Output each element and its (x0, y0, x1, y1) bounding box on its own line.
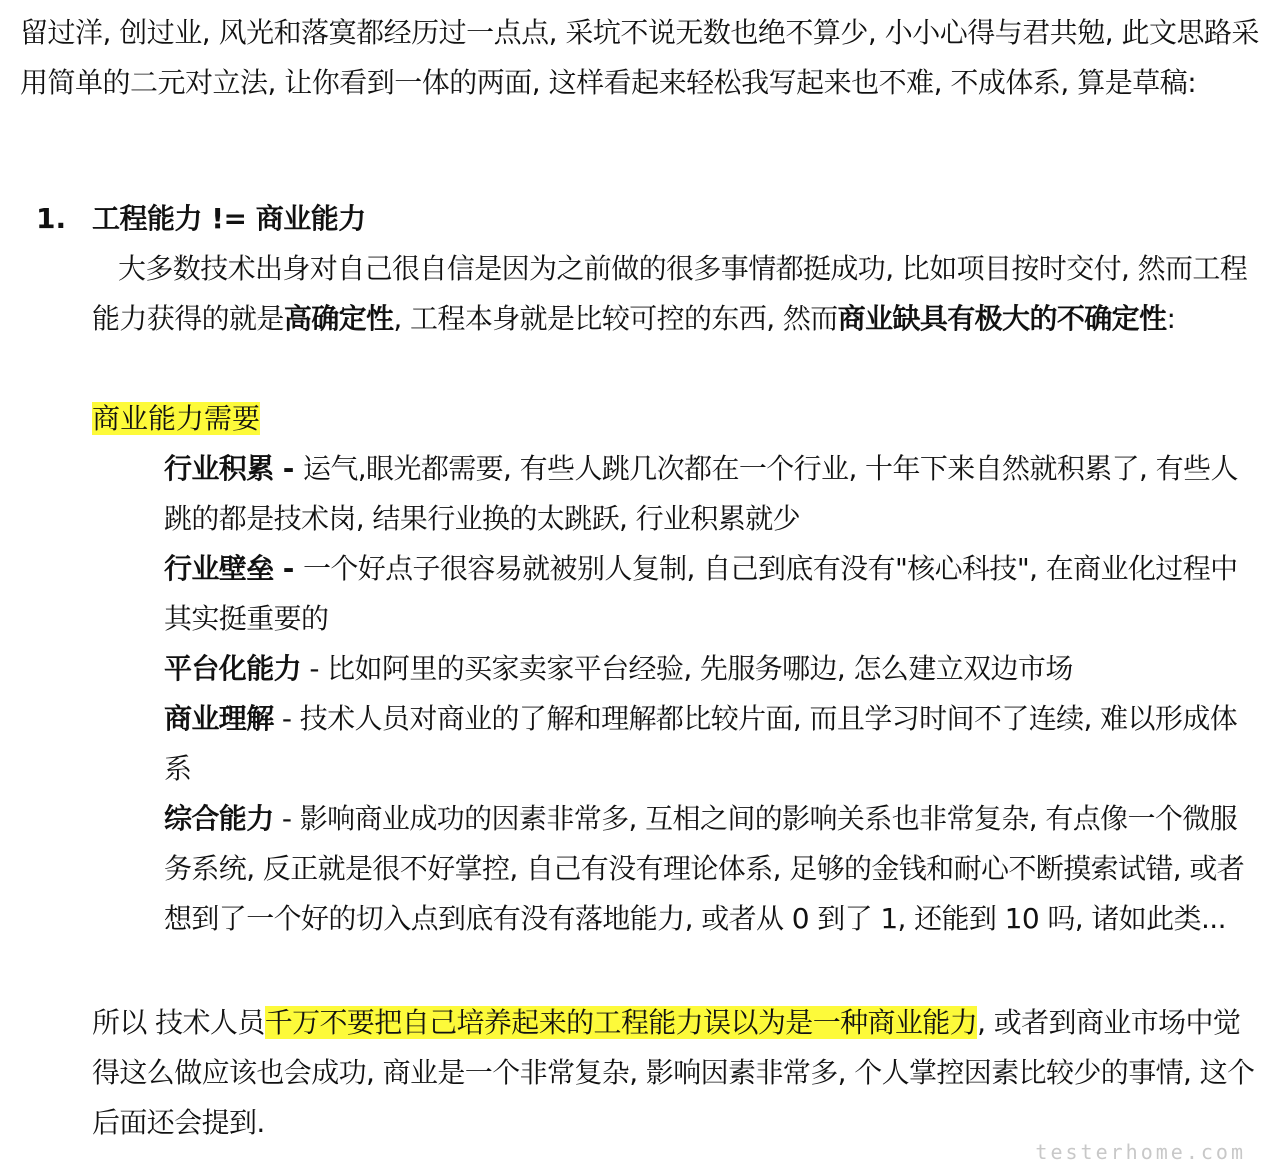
need-description: 比如阿里的买家卖家平台经验, 先服务哪边, 怎么建立双边市场 (327, 652, 1073, 685)
list-item (164, 794, 1256, 944)
need-description: 一个好点子很容易就被别人复制, 自己到底有没有"核心科技", 在商业化过程中其实挺重要的 (164, 552, 1238, 635)
paragraph-text-3: : (1166, 302, 1176, 335)
need-description: 影响商业成功的因素非常多, 互相之间的影响关系也非常复杂, 有点像一个微服务系统, 反正就是很不好掌控, 自己有没有理论体系, 足够的金钱和耐心不断摸索试错, 或者想到了一个好的切入点到底有没有落地能力, 或者从 0 到了 1, 还能到 10 吗, 诸如此类... (164, 802, 1245, 935)
paragraph-text-2: , 工程本身就是比较可控的东西, 然而 (393, 302, 838, 335)
need-term: 商业理解 (164, 702, 274, 735)
need-term: 平台化能力 (164, 652, 302, 685)
paragraph-text-1: 大多数技术出身对自己很自信是因为之前做的很多事情都挺成功, 比如项目按时交付, 然而工程能力获得的就是 (92, 252, 1248, 335)
business-needs-heading-highlight: 商业能力需要 (92, 402, 261, 435)
list-item-number: 1. (36, 202, 67, 235)
need-separator: - (273, 702, 300, 735)
list-item (164, 644, 1256, 694)
need-separator: - (273, 552, 303, 585)
need-term: 综合能力 (164, 802, 274, 835)
list-item (164, 694, 1256, 794)
need-separator: - (273, 802, 300, 835)
business-needs-list (164, 444, 1256, 944)
conclusion-text-2: , 或者到商业市场中觉得这么做应该也会成功, 商业是一个非常复杂, 影响因素非常多, 个人掌控因素比较少的事情, 这个后面还会提到. (92, 1006, 1255, 1139)
need-separator: - (301, 652, 328, 685)
business-needs-heading (92, 394, 260, 444)
need-separator: - (273, 452, 303, 485)
list-item (164, 544, 1256, 644)
need-term: 行业壁垒 (164, 552, 274, 585)
conclusion-paragraph (92, 998, 1264, 1148)
paragraph-bold-uncertainty: 商业缺具有极大的不确定性 (837, 302, 1167, 335)
need-term: 行业积累 (164, 452, 274, 485)
intro-paragraph: 留过洋, 创过业, 风光和落寞都经历过一点点, 采坑不说无数也绝不算少, 小小心得与君共勉, 此文思路采用简单的二元对立法, 让你看到一体的两面, 这样看起来轻松我写起来也不难, 不成体系, 算是草稿: (20, 16, 1260, 99)
need-description: 技术人员对商业的了解和理解都比较片面, 而且学习时间不了连续, 难以形成体系 (164, 702, 1238, 785)
engineering-vs-business-paragraph (92, 244, 1260, 344)
watermark: testerhome.com (1035, 1140, 1246, 1164)
list-item-title: 工程能力 != 商业能力 (92, 202, 366, 235)
list-item (164, 444, 1256, 544)
conclusion-highlight: 千万不要把自己培养起来的工程能力误以为是一种商业能力 (264, 1006, 978, 1039)
paragraph-bold-high-certainty: 高确定性 (283, 302, 394, 335)
conclusion-text-1: 所以 技术人员 (92, 1006, 265, 1039)
need-description: 运气,眼光都需要, 有些人跳几次都在一个行业, 十年下来自然就积累了, 有些人跳的都是技术岗, 结果行业换的太跳跃, 行业积累就少 (164, 452, 1238, 535)
